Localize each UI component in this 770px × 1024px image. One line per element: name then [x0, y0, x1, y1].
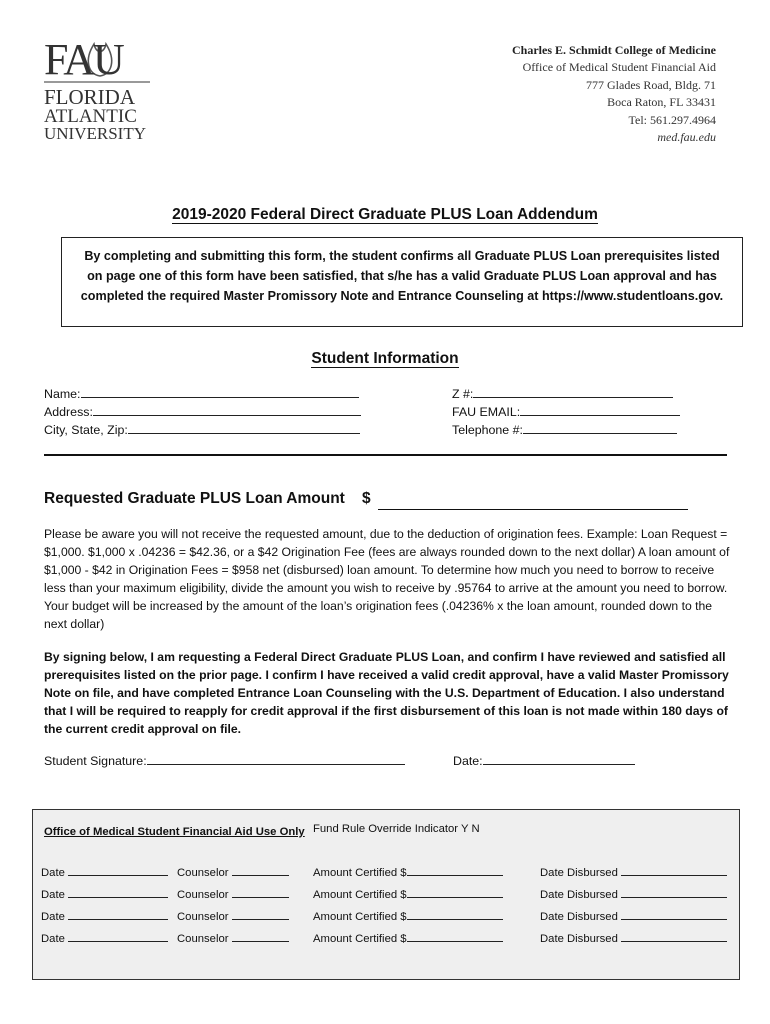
z-number-field[interactable]: [452, 385, 673, 403]
address-field[interactable]: [44, 403, 361, 421]
city-state-zip-field[interactable]: [44, 421, 360, 439]
signature-date-label: Date:: [453, 754, 483, 768]
office-amount-label: Amount Certified $: [313, 867, 407, 879]
office-row: [41, 887, 618, 901]
office-counselor-line[interactable]: [232, 909, 289, 920]
office-counselor-line[interactable]: [232, 931, 289, 942]
fau-email-label: FAU EMAIL:: [452, 405, 521, 419]
office-row: [41, 931, 618, 945]
z-number-line[interactable]: [473, 387, 673, 398]
name-field[interactable]: [44, 385, 359, 403]
logo-line3: UNIVERSITY: [44, 124, 146, 142]
office-date-label: Date: [41, 867, 65, 879]
fau-logo: [44, 30, 156, 142]
office-counselor-line[interactable]: [232, 865, 289, 876]
signature-row: [44, 754, 483, 768]
office-date-label: Date: [41, 911, 65, 923]
fau-email-field[interactable]: [452, 403, 680, 421]
requested-amount-label: Requested Graduate PLUS Loan Amount: [44, 490, 345, 507]
signature-date-line[interactable]: [483, 754, 635, 765]
office-amount-label: Amount Certified $: [313, 889, 407, 901]
fau-email-line[interactable]: [520, 405, 680, 416]
office-counselor-label: Counselor: [177, 933, 229, 945]
office-amount-line[interactable]: [407, 865, 503, 876]
student-info-heading-text: Student Information: [311, 350, 459, 367]
street-address: 777 Glades Road, Bldg. 71: [586, 77, 716, 92]
office-row: [41, 865, 618, 879]
city-state-zip-line[interactable]: [128, 423, 360, 434]
name-line[interactable]: [81, 387, 359, 398]
office-use-title: Office of Medical Student Financial Aid Use Only: [44, 826, 305, 838]
office-counselor-label: Counselor: [177, 889, 229, 901]
office-counselor-label: Counselor: [177, 911, 229, 923]
college-name: Charles E. Schmidt College of Medicine: [512, 43, 716, 57]
name-label: Name:: [44, 387, 81, 401]
office-date-line[interactable]: [68, 931, 168, 942]
z-number-label: Z #:: [452, 387, 474, 401]
logo-mark-text: FAU: [44, 35, 123, 84]
telephone: Tel: 561.297.4964: [628, 112, 716, 127]
address-label: Address:: [44, 405, 93, 419]
office-address: [512, 42, 716, 146]
city-state-zip-label: City, State, Zip:: [44, 423, 128, 437]
office-disbursed-label: Date Disbursed: [540, 933, 618, 945]
office-disbursed-label: Date Disbursed: [540, 889, 618, 901]
office-disbursed-line[interactable]: [621, 909, 727, 920]
office-disbursed-label: Date Disbursed: [540, 867, 618, 879]
office-amount-line[interactable]: [407, 909, 503, 920]
page-title-text: 2019-2020 Federal Direct Graduate PLUS Loan Addendum: [172, 206, 598, 223]
office-amount-label: Amount Certified $: [313, 911, 407, 923]
office-date-line[interactable]: [68, 865, 168, 876]
office-name: Office of Medical Student Financial Aid: [522, 60, 716, 75]
telephone-line[interactable]: [523, 423, 677, 434]
office-disbursed-label: Date Disbursed: [540, 911, 618, 923]
origination-fee-notice: Please be aware you will not receive the requested amount, due to the deduction of origination fees. Example: Loan Request = $1,000. $1,000 x .04236 = $42.36, or a $42 Origination Fee (fees are always rounded down to the next dollar) A loan amount of $1,000 - $42 in Origination Fees = $958 net (disbursed) loan amount. To determine how much you need to borrow to receive less than your maximum eligibility, divide the amount you wish to receive by .95764 to arrive at the amount you need to borrow. Your budget will be increased by the amount of the loan’s origination fees (.04236% x the loan amount, rounded down to the next dollar): [44, 527, 730, 631]
office-counselor-label: Counselor: [177, 867, 229, 879]
office-date-line[interactable]: [68, 909, 168, 920]
office-disbursed-line[interactable]: [621, 865, 727, 876]
logo-line2: ATLANTIC: [44, 106, 137, 127]
office-disbursed-line[interactable]: [621, 931, 727, 942]
office-amount-line[interactable]: [407, 931, 503, 942]
office-counselor-line[interactable]: [232, 887, 289, 898]
signature-label: Student Signature:: [44, 754, 147, 768]
telephone-label: Telephone #:: [452, 423, 523, 437]
office-disbursed-line[interactable]: [621, 887, 727, 898]
city-address: Boca Raton, FL 33431: [607, 95, 716, 110]
office-date-line[interactable]: [68, 887, 168, 898]
fau-logo-mark: [44, 30, 156, 142]
office-date-label: Date: [41, 933, 65, 945]
office-date-label: Date: [41, 889, 65, 901]
currency-symbol: $: [362, 490, 371, 507]
section-divider: [44, 454, 727, 456]
signature-line[interactable]: [147, 754, 405, 765]
requested-amount-line[interactable]: [378, 509, 688, 510]
prerequisite-notice: By completing and submitting this form, the student confirms all Graduate PLUS Loan prerequisites listed on page one of this form have been satisfied, that s/he has a valid Graduate PLUS Loan approval and has completed the required Master Promissory Note and Entrance Counseling at https://www.studentloans.gov.: [61, 237, 743, 327]
telephone-field[interactable]: [452, 421, 677, 439]
page-title: [0, 206, 770, 224]
student-info-heading: [0, 350, 770, 368]
office-row: [41, 909, 618, 923]
borrower-certification: By signing below, I am requesting a Federal Direct Graduate PLUS Loan, and confirm I have reviewed and satisfied all prerequisites listed on the prior page. I confirm I have received a valid credit approval, have a valid Master Promissory Note on file, and have completed Entrance Loan Counseling with the U.S. Department of Education. I also understand that I will be required to reapply for credit approval if the first disbursement of this loan is not made within 180 days of the current credit approval on file.: [44, 650, 729, 736]
logo-line1: FLORIDA: [44, 85, 136, 109]
address-line[interactable]: [93, 405, 361, 416]
website: med.fau.edu: [657, 130, 716, 145]
signature-date-field: [453, 754, 635, 768]
fund-rule-indicator: Fund Rule Override Indicator Y N: [313, 823, 480, 835]
office-use-box: [32, 809, 740, 980]
requested-amount-row[interactable]: [44, 490, 371, 508]
office-amount-line[interactable]: [407, 887, 503, 898]
office-amount-label: Amount Certified $: [313, 933, 407, 945]
